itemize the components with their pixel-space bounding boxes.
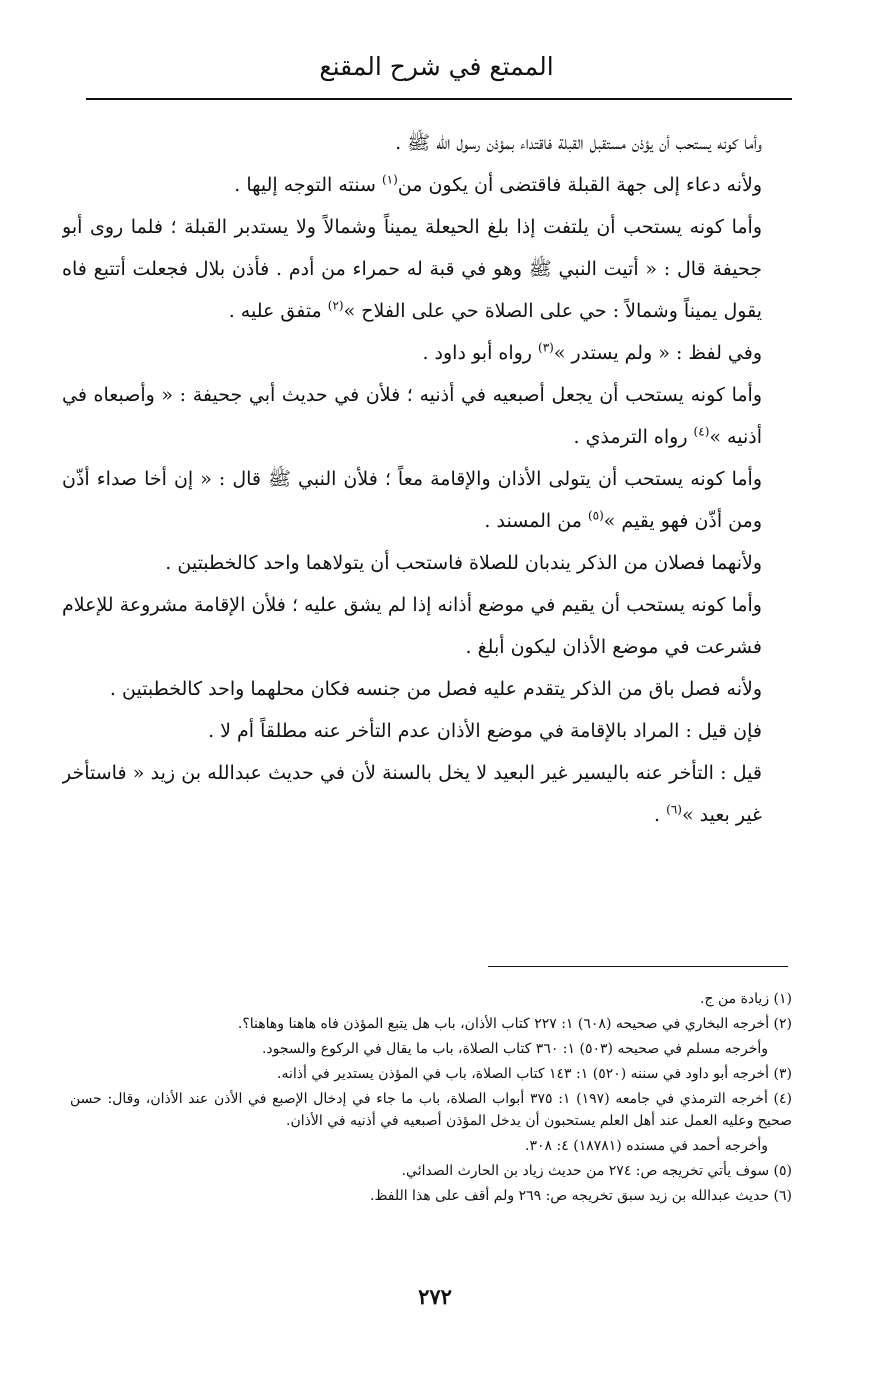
footnote-4: (٤) أخرجه الترمذي في جامعه (١٩٧) ١: ٣٧٥ أبواب الصلاة، باب ما جاء في إدخال الإصبع في الأذن عند الأذان، وقال: حسن صحيح وعليه العمل عند أهل العلم يستحبون أن يدخل المؤذن أصبعيه في أذنيه في الأذان. [70, 1091, 792, 1129]
paragraph-6 [62, 458, 792, 542]
footnote-ref: (٥) [587, 508, 604, 523]
main-text [62, 122, 792, 922]
text-run: رواه الترمذي . [573, 426, 694, 448]
text-run: من المسند . [484, 510, 588, 532]
paragraph-4 [62, 332, 792, 374]
text-run: وفي لفظ : « ولم يستدر » [553, 342, 762, 364]
text-run: متفق عليه . [228, 300, 328, 322]
paragraph-10: فإن قيل : المراد بالإقامة في موضع الأذان عدم التأخر عنه مطلقاً أم لا . [208, 720, 762, 742]
footnote-1: (١) زيادة من ج. [700, 991, 792, 1007]
footnotes [70, 988, 792, 1278]
paragraph-8: وأما كونه يستحب أن يقيم في موضع أذانه إذا لم يشق عليه ؛ فلأن الإقامة مشروعة للإعلام فشرعت في موضع الأذان ليكون أبلغ . [62, 594, 762, 658]
text-run: ولأنه دعاء إلى جهة القبلة فاقتضى أن يكون من [397, 174, 762, 196]
footnote-3: (٣) أخرجه أبو داود في سننه (٥٢٠) ١: ١٤٣ كتاب الصلاة، باب في المؤذن يستدير في أذانه. [277, 1066, 792, 1082]
text-run: قيل : التأخر عنه باليسير غير البعيد لا يخل بالسنة لأن في حديث عبدالله بن زيد « فاستأخر غير بعيد » [62, 762, 762, 826]
paragraph-3 [62, 206, 792, 332]
text-run: وأما كونه يستحب أن يجعل أصبعيه في أذنيه ؛ فلأن في حديث أبي جحيفة : « وأصبعاه في أذنيه » [62, 384, 762, 448]
footnote-2-continued: وأخرجه مسلم في صحيحه (٥٠٣) ١: ٣٦٠ كتاب الصلاة، باب ما يقال في الركوع والسجود. [261, 1041, 768, 1057]
paragraph-9: ولأنه فصل باق من الذكر يتقدم عليه فصل من جنسه فكان محلهما واحد كالخطبتين . [109, 678, 762, 700]
footnote-ref: (١) [381, 172, 398, 187]
footnote-separator [488, 966, 788, 967]
text-run: سنته التوجه إليها . [234, 174, 382, 196]
footnote-ref: (٢) [327, 298, 344, 313]
paragraph-5 [62, 374, 792, 458]
paragraph-7: ولأنهما فصلان من الذكر يندبان للصلاة فاستحب أن يتولاهما واحد كالخطبتين . [165, 552, 762, 574]
footnote-ref: (٤) [693, 424, 710, 439]
running-header-title: الممتع في شرح المقنع [319, 52, 554, 81]
paragraph-11 [62, 752, 792, 836]
footnote-ref: (٦) [666, 802, 682, 817]
text-run: وأما كونه يستحب أن يلتفت إذا بلغ الحيعلة يميناً وشمالاً ولا يستدبر القبلة ؛ فلما روى أبو جحيفة قال : « أتيت النبي ﷺ وهو في قبة له حمراء من أدم . فأذن بلال فجعلت أتتبع فاه يقول يميناً وشمالاً : حي على الصلاة حي على الفلاح » [62, 216, 762, 322]
text-run: وأما كونه يستحب أن يتولى الأذان والإقامة معاً ؛ فلأن النبي ﷺ قال : « إن أخا صداء أذّن ومن أذّن فهو يقيم » [62, 468, 762, 532]
text-run: رواه أبو داود . [422, 342, 539, 364]
header-rule [86, 98, 792, 100]
paragraph-2 [62, 164, 792, 206]
footnote-2: (٢) أخرجه البخاري في صحيحه (٦٠٨) ١: ٢٢٧ كتاب الأذان، باب هل يتبع المؤذن فاه هاهنا وهاهنا؟. [237, 1016, 792, 1032]
footnote-5: (٥) سوف يأتي تخريجه ص: ٢٧٤ من حديث زياد بن الحارث الصدائي. [401, 1163, 792, 1179]
text-run: . [654, 804, 667, 826]
page-number: ٢٧٢ [418, 1284, 452, 1309]
footnote-ref: (٣) [538, 340, 554, 355]
footnote-4-continued: وأخرجه أحمد في مسنده (١٨٧٨١) ٤: ٣٠٨. [525, 1138, 768, 1154]
paragraph-1: وأما كونه يستحب أن يؤذن مستقبل القبلة فاقتداء بمؤذن رسول الله ﷺ . [395, 132, 762, 154]
footnote-6: (٦) حديث عبدالله بن زيد سبق تخريجه ص: ٢٦٩ ولم أقف على هذا اللفظ. [370, 1188, 792, 1204]
